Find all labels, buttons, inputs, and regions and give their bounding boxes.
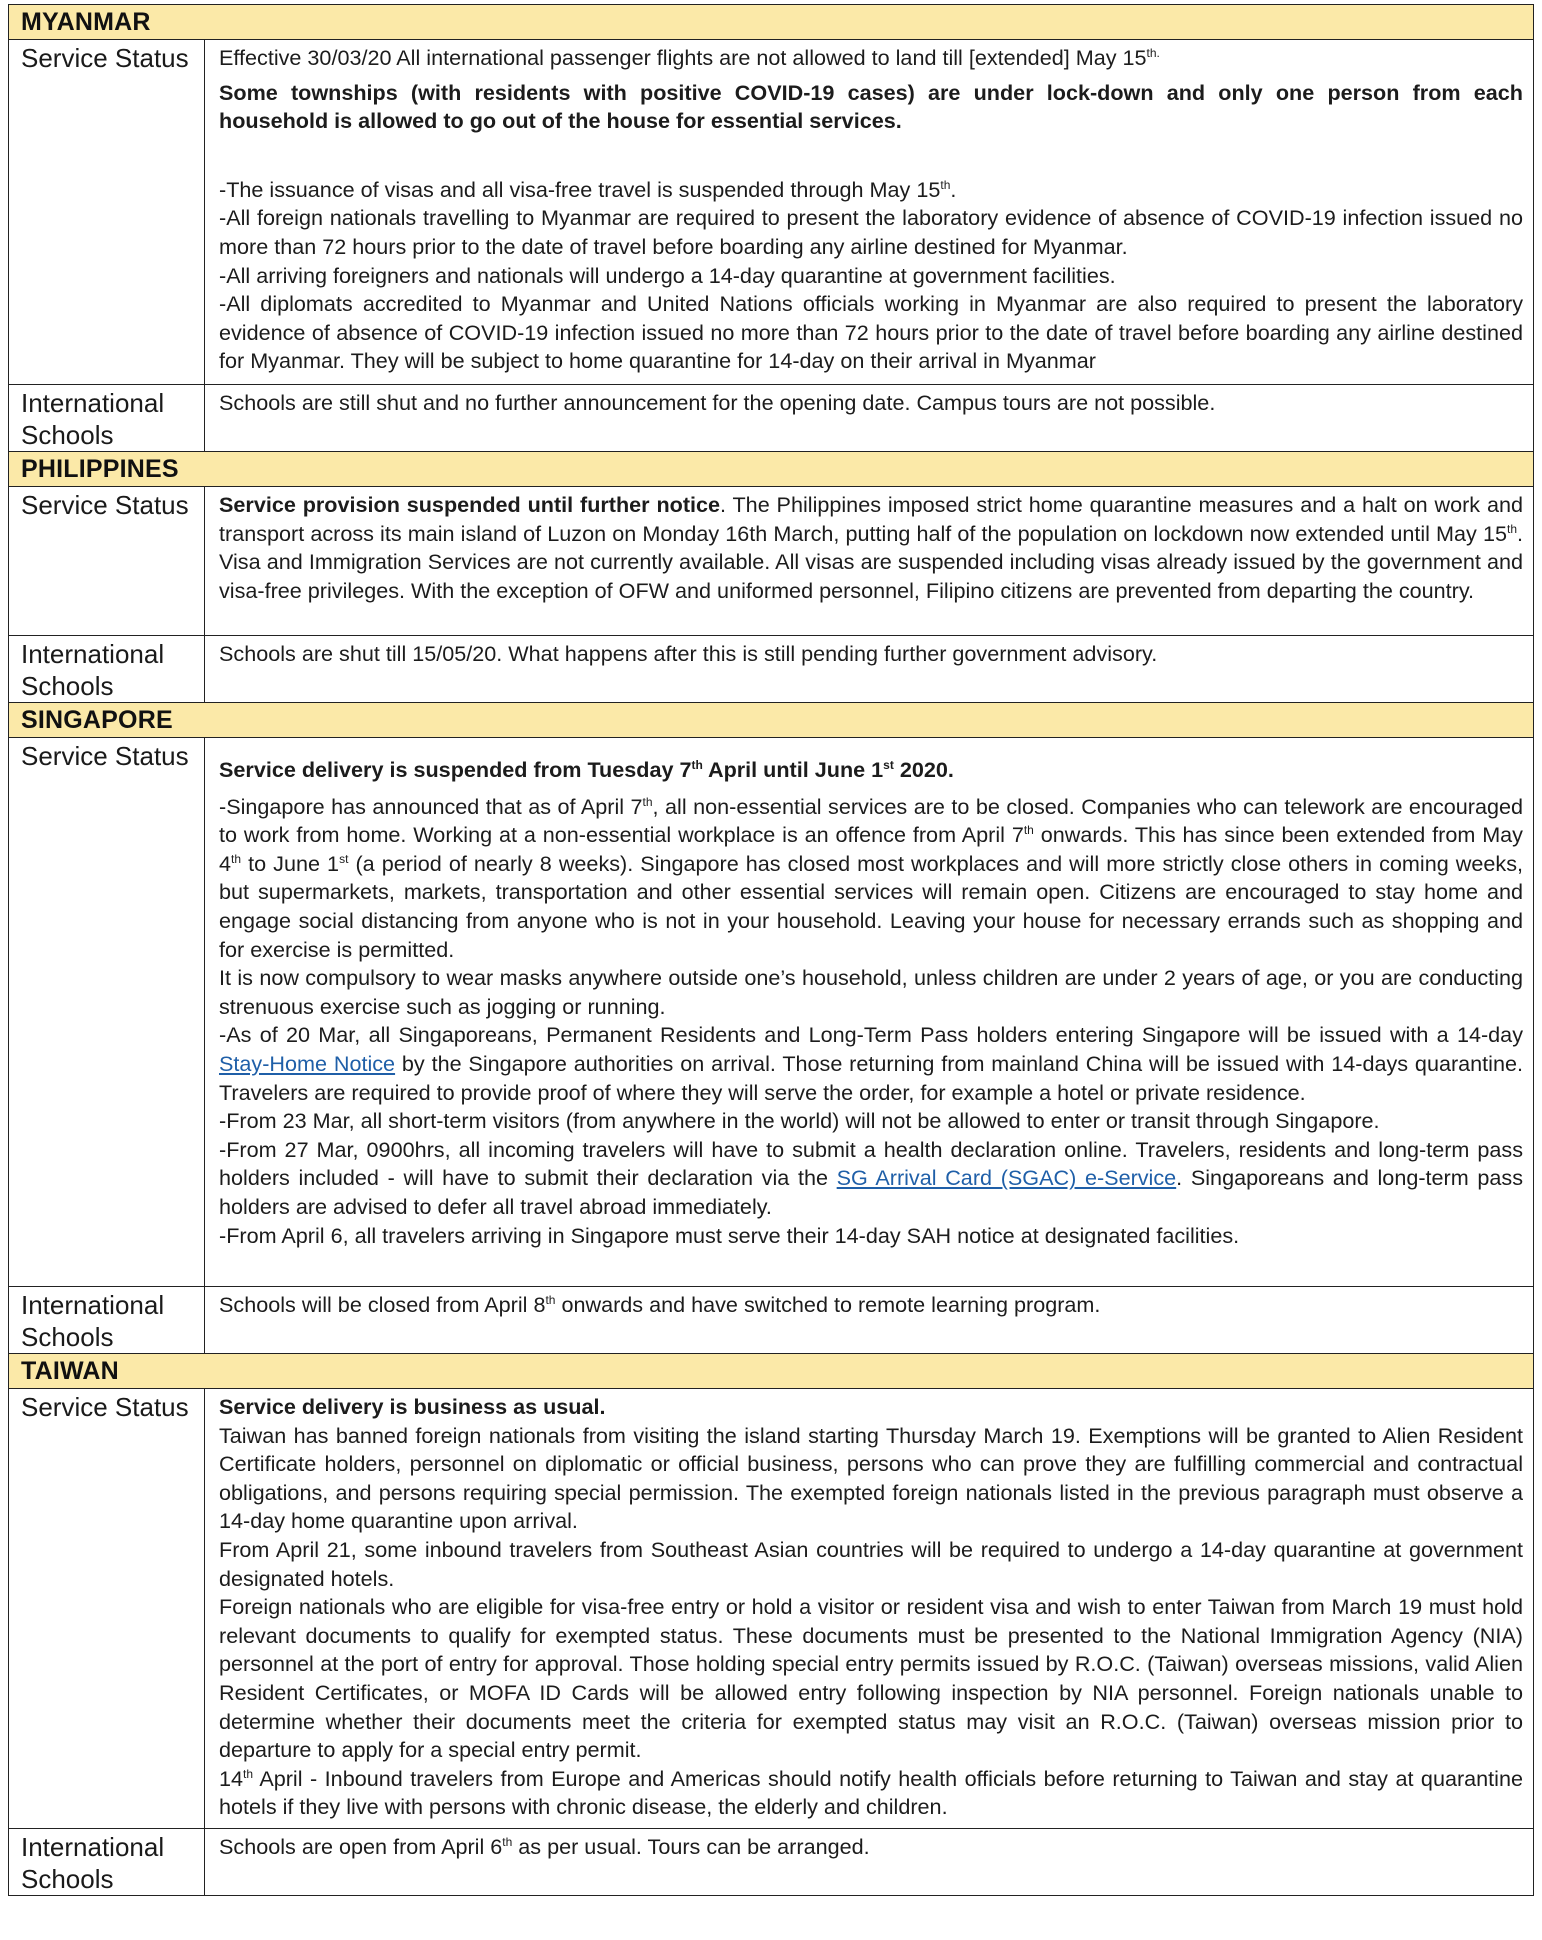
service-status-row <box>9 1389 1534 1829</box>
status-paragraph: Taiwan has banned foreign nationals from visiting the island starting Thursday March 19. Exemptions will be granted to Alien Resident Certificate holders, personnel on diplomatic or official business, persons who can prove they are fulfilling commercial and contractual obligations, and persons requiring special permission. The exempted foreign nationals listed in the previous paragraph must observe a 14-day home quarantine upon arrival. <box>219 1422 1523 1534</box>
country-header-row <box>9 5 1534 40</box>
status-paragraph: Effective 30/03/20 All international passenger flights are not allowed to land till [extended] May $15^{th.}$ <box>219 45 1160 70</box>
country-header-row <box>9 452 1534 487</box>
status-paragraph: It is now compulsory to wear masks anywhere outside one’s household, unless children are under 2 years of age, or you are conducting strenuous exercise such as jogging or running. <box>219 965 1523 1019</box>
row-label: Service Status <box>9 1389 205 1829</box>
row-label: International Schools <box>9 1828 205 1895</box>
schools-cell: Schools will be closed from April 8th onwards and have switched to remote learning program. <box>205 1287 1534 1354</box>
status-paragraph: -Singapore has announced that as of April 7th, all non-essential services are to be closed. Companies who can telework are encouraged to work from home. Working at a non-essential workplace is an offence from April 7th onwards. This has since been extended from May 4th to June 1st (a period of nearly 8 weeks). Singapore has closed most workplaces and will more strictly close others in coming weeks, but supermarkets, markets, transportation and other essential services will remain open. Citizens are encouraged to stay home and engage social distancing from anyone who is not in your household. Leaving your house for necessary errands such as shopping and for exercise is permitted. <box>219 793 1523 962</box>
schools-cell: Schools are open from April 6th as per usual. Tours can be arranged. <box>205 1828 1534 1895</box>
row-label: Service Status <box>9 738 205 1287</box>
status-paragraph-bold: Some townships (with residents with positive COVID-19 cases) are under lock-down and only one person from each household is allowed to go out of the house for essential services. <box>219 79 1523 134</box>
status-paragraph: 14th April - Inbound travelers from Europe and Americas should notify health officials before returning to Taiwan and stay at quarantine hotels if they live with persons with chronic disease, the elderly and children. <box>219 1765 1523 1820</box>
status-headline: Service delivery is suspended from Tuesday 7th April until June 1st 2020. <box>219 757 954 782</box>
country-name: TAIWAN <box>9 1354 1534 1389</box>
status-paragraph: -All diplomats accredited to Myanmar and United Nations officials working in Myanmar are also required to present the laboratory evidence of absence of COVID-19 infection issued no more than 72 hours prior to the date of travel before boarding any airline destined for Myanmar. They will be subject to home quarantine for 14-day on their arrival in Myanmar <box>219 291 1523 374</box>
country-name: MYANMAR <box>9 5 1534 40</box>
sg-arrival-card-link[interactable]: SG Arrival Card (SGAC) e-Service <box>836 1165 1177 1191</box>
status-paragraph: Foreign nationals who are eligible for visa-free entry or hold a visitor or resident visa and wish to enter Taiwan from March 19 must hold relevant documents to qualify for exempted status. These documents must be presented to the National Immigration Agency (NIA) personnel at the port of entry for approval. Those holding special entry permits issued by R.O.C. (Taiwan) overseas missions, valid Alien Resident Certificates, or MOFA ID Cards will be allowed entry following inspection by NIA personnel. Foreign nationals unable to determine whether their documents meet the criteria for exempted status may visit an R.O.C. (Taiwan) overseas mission prior to departure to apply for a special entry permit. <box>219 1594 1523 1763</box>
country-header-row <box>9 703 1534 738</box>
status-paragraph: -From 23 Mar, all short-term visitors (from anywhere in the world) will not be allowed to enter or transit through Singapore. <box>219 1108 1380 1134</box>
status-paragraph: From April 21, some inbound travelers from Southeast Asian countries will be required to undergo a 14-day quarantine at government designated hotels. <box>219 1536 1523 1591</box>
schools-row <box>9 636 1534 703</box>
country-header-row <box>9 1354 1534 1389</box>
schools-row <box>9 1287 1534 1354</box>
schools-cell: Schools are still shut and no further announcement for the opening date. Campus tours are not possible. <box>205 385 1534 452</box>
row-label: International Schools <box>9 385 205 452</box>
stay-home-notice-link[interactable]: Stay-Home Notice <box>219 1050 396 1076</box>
row-label: International Schools <box>9 1287 205 1354</box>
row-label: Service Status <box>9 40 205 385</box>
service-status-cell <box>205 40 1534 385</box>
country-name: PHILIPPINES <box>9 452 1534 487</box>
status-paragraph: -The issuance of visas and all visa-free travel is suspended through May 15th. <box>219 176 957 202</box>
schools-cell: Schools are shut till 15/05/20. What happens after this is still pending further government advisory. <box>205 636 1534 703</box>
row-label: International Schools <box>9 636 205 703</box>
schools-row <box>9 1828 1534 1895</box>
status-paragraph: -As of 20 Mar, all Singaporeans, Permanent Residents and Long-Term Pass holders entering Singapore will be issued with a 14-day Stay-Home Notice by the Singapore authorities on arrival. Those returning from mainland China will be issued with 14-days quarantine. Travelers are required to provide proof of where they will serve the order, for example a hotel or private residence. <box>219 1022 1523 1105</box>
row-label: Service Status <box>9 487 205 636</box>
status-paragraph: Service provision suspended until further notice. The Philippines imposed strict home quarantine measures and a halt on work and transport across its main island of Luzon on Monday 16th March, putting half of the population on lockdown now extended until May 15th. Visa and Immigration Services are not currently available. All visas are suspended including visas already issued by the government and visa-free privileges. With the exception of OFW and uniformed personnel, Filipino citizens are prevented from departing the country. <box>219 492 1523 603</box>
status-paragraph: -All arriving foreigners and nationals will undergo a 14-day quarantine at government facilities. <box>219 262 1116 288</box>
country-status-table <box>8 4 1534 1896</box>
service-status-cell <box>205 738 1534 1287</box>
status-headline: Service delivery is business as usual. <box>219 1394 606 1419</box>
schools-row <box>9 385 1534 452</box>
service-status-cell <box>205 1389 1534 1829</box>
document-sheet <box>8 4 1534 1896</box>
service-status-row <box>9 487 1534 636</box>
service-status-cell <box>205 487 1534 636</box>
status-paragraph: -All foreign nationals travelling to Myanmar are required to present the laboratory evidence of absence of COVID-19 infection issued no more than 72 hours prior to the date of travel before boarding any airline destined for Myanmar. <box>219 205 1523 259</box>
country-name: SINGAPORE <box>9 703 1534 738</box>
service-status-row <box>9 738 1534 1287</box>
service-status-row <box>9 40 1534 385</box>
status-paragraph: -From 27 Mar, 0900hrs, all incoming travelers will have to submit a health declaration online. Travelers, residents and long-term pass holders included - will have to submit their declaration via the SG Arrival Card (SGAC) e-Service. Singaporeans and long-term pass holders are advised to defer all travel abroad immediately. <box>219 1136 1524 1219</box>
status-paragraph: -From April 6, all travelers arriving in Singapore must serve their 14-day SAH notice at designated facilities. <box>219 1222 1240 1248</box>
